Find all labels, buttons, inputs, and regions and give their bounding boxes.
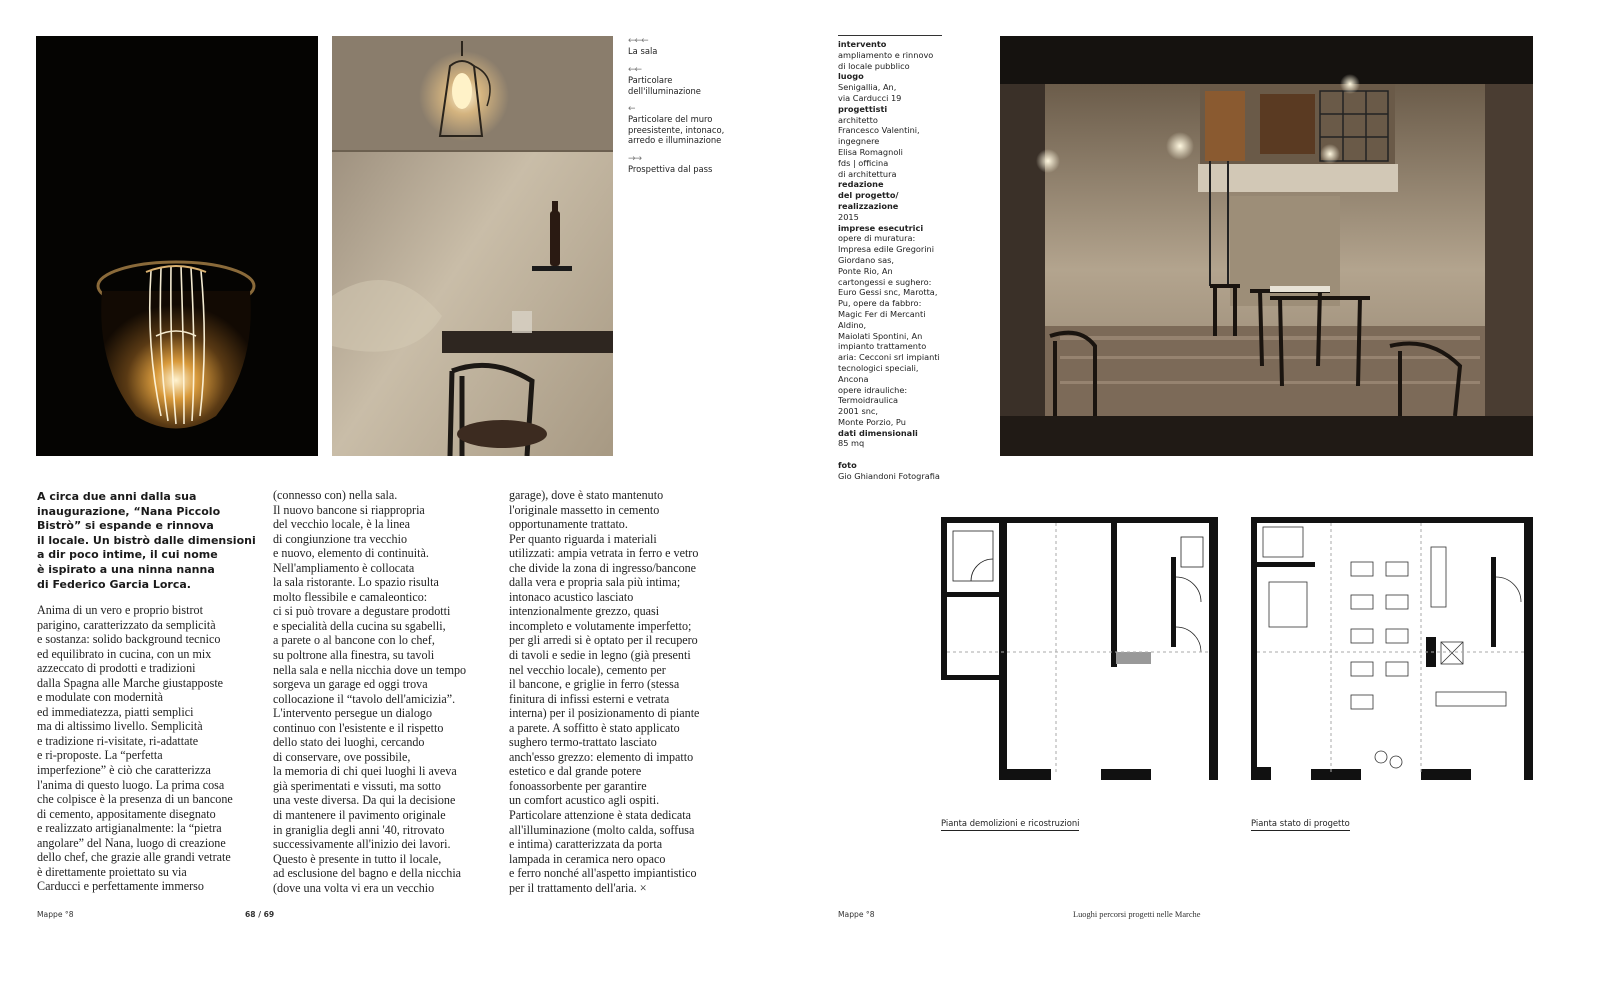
body-column-3 xyxy=(509,488,699,895)
body-line: garage), dove è stato mantenuto xyxy=(509,488,664,502)
credit-line: 85 mq xyxy=(838,438,865,449)
body-line: è direttamente proiettato su via xyxy=(37,864,187,879)
credit-line: Ponte Rio, An xyxy=(838,265,893,276)
credit-line: aria: Cecconi srl impianti xyxy=(838,352,940,363)
credit-line: foto xyxy=(838,460,857,471)
floor-plan-project xyxy=(1251,517,1533,780)
body-line: sughero termo-trattato lasciato xyxy=(509,735,657,750)
body-line: e realizzato artigianalmente: la “pietra xyxy=(37,821,222,836)
body-line: Anima di un vero e proprio bistrot xyxy=(37,603,203,617)
credit-line: opere di muratura: xyxy=(838,233,916,244)
body-line: e intima) caratterizzata da porta xyxy=(509,837,663,852)
body-line: di congiunzione tra vecchio xyxy=(273,531,407,546)
body-line: già sperimentati e vissuti, ma sotto xyxy=(273,778,441,793)
body-line: nel vecchio locale), cemento per xyxy=(509,662,666,677)
credit-line: cartongessi e sughero: xyxy=(838,276,932,287)
credit-line: Francesco Valentini, xyxy=(838,125,920,136)
lead-line: il locale. Un bistrò dalle dimensioni xyxy=(37,533,256,547)
credit-line: Gio Ghiandoni Fotografia xyxy=(838,470,940,481)
body-line: opportunamente trattato. xyxy=(509,517,628,532)
body-line: (connesso con) nella sala. xyxy=(273,488,398,502)
body-line: un comfort acustico agli ospiti. xyxy=(509,793,660,808)
folio-magazine-right: Mappe °8 xyxy=(838,910,875,919)
body-line: Questo è presente in tutto il locale, xyxy=(273,851,442,866)
body-column-2 xyxy=(273,488,466,895)
plan-caption-project: Pianta stato di progetto xyxy=(1251,818,1350,831)
body-line: ma di altissimo livello. Semplicità xyxy=(37,719,203,734)
body-line: e specialità della cucina su sgabelli, xyxy=(273,618,446,633)
credit-line: architetto xyxy=(838,114,878,125)
credit-line: Ancona xyxy=(838,373,869,384)
project-credits xyxy=(838,35,942,482)
folio-section-title: Luoghi percorsi progetti nelle Marche xyxy=(1073,910,1201,919)
body-line: e sostanza: solido background tecnico xyxy=(37,632,221,647)
body-line: interna) per il posizionamento di piante xyxy=(509,706,700,721)
credit-line: di locale pubblico xyxy=(838,60,910,71)
body-line: Carducci e perfettamente immerso xyxy=(37,879,204,894)
body-line: per il trattamento dell'aria. × xyxy=(509,880,647,895)
body-line: e ferro nonché all'aspetto impiantistico xyxy=(509,866,697,881)
credit-line: tecnologici speciali, xyxy=(838,362,919,373)
body-line: dello stato dei luoghi, cercando xyxy=(273,735,425,750)
credit-line: 2001 snc, xyxy=(838,406,878,417)
body-line: e tradizione ri-visitate, ri-adattate xyxy=(37,733,199,748)
body-line: imperfezione” è ciò che caratterizza xyxy=(37,763,211,778)
body-line: e modulate con modernità xyxy=(37,690,163,705)
photo-bulb xyxy=(36,36,318,456)
body-line: la memoria di chi quei luoghi li aveva xyxy=(273,764,457,779)
credit-line: progettisti xyxy=(838,103,888,114)
credit-line xyxy=(838,449,942,460)
body-line: dalla vera e propria sala più intima; xyxy=(509,575,681,590)
body-line: continuo con l'esistente e il rispetto xyxy=(273,720,444,735)
photo-dining-room xyxy=(1000,36,1533,456)
credit-line: dati dimensionali xyxy=(838,427,918,438)
credit-line: Impresa edile Gregorini xyxy=(838,244,934,255)
credit-line: 2015 xyxy=(838,211,859,222)
body-line: di conservare, ove possibile, xyxy=(273,749,411,764)
body-line: nella sala e nella nicchia dove un tempo xyxy=(273,662,467,677)
body-line: intonaco acustico lasciato xyxy=(509,589,634,604)
body-line: intenzionalmente grezzo, quasi xyxy=(509,604,660,619)
body-line: dalla Spagna alle Marche giustapposte xyxy=(37,675,224,690)
body-line: ed equilibrato in cucina, con un mix xyxy=(37,646,212,661)
credit-line: realizzazione xyxy=(838,200,899,211)
body-line: per gli arredi si è optato per il recupero xyxy=(509,633,698,648)
body-line: sorgeva un garage ed oggi trova xyxy=(273,677,428,692)
credit-line: opere idrauliche: xyxy=(838,384,908,395)
folio-page-numbers: 68 / 69 xyxy=(245,910,275,919)
body-line: Per quanto riguarda i materiali xyxy=(509,531,657,546)
credit-line: Elisa Romagnoli xyxy=(838,146,903,157)
photo-wall-detail xyxy=(332,36,613,456)
credit-line: Monte Porzio, Pu xyxy=(838,416,906,427)
body-line: fonoassorbente per garantire xyxy=(509,778,647,793)
credit-line: redazione xyxy=(838,179,884,190)
credit-line: ampliamento e rinnovo xyxy=(838,49,934,60)
body-line: utilizzati: ampia vetrata in ferro e vetro xyxy=(509,546,699,561)
body-line: a parete o al bancone con lo chef, xyxy=(273,633,435,648)
photo-captions xyxy=(628,36,738,182)
floor-plan-demolitions xyxy=(941,517,1218,780)
credit-line: Aldino, xyxy=(838,319,867,330)
body-line: anch'esso grezzo: elemento di impatto xyxy=(509,749,694,764)
body-line: in graniglia degli anni '40, ritrovato xyxy=(273,822,445,837)
body-line: Nell'ampliamento è collocata xyxy=(273,560,415,575)
lead-line: inaugurazione, “Nana Piccolo xyxy=(37,504,221,518)
credit-line: Magic Fer di Mercanti xyxy=(838,308,926,319)
credit-line: Euro Gessi snc, Marotta, xyxy=(838,287,938,298)
body-line: finitura di infissi esterni e vetrata xyxy=(509,691,670,706)
body-line: la sala ristorante. Lo spazio risulta xyxy=(273,575,439,590)
body-line: ad esclusione del bagno e della nicchia xyxy=(273,866,462,881)
body-line: lampada in ceramica nero opaco xyxy=(509,851,666,866)
body-line: di tavoli e sedie in legno (già presenti xyxy=(509,648,691,663)
body-line: ed immediatezza, piatti semplici xyxy=(37,704,194,719)
body-line: all'illuminazione (molto calda, soffusa xyxy=(509,822,695,837)
body-column-1 xyxy=(37,603,233,894)
credit-line: ingegnere xyxy=(838,136,880,147)
body-line: collocazione il “tavolo dell'amicizia”. xyxy=(273,691,456,706)
caption-4: →→ Prospettiva dal pass xyxy=(628,153,713,175)
body-line: successivamente all'inizio dei lavori. xyxy=(273,837,451,852)
plan-caption-demolitions: Pianta demolizioni e ricostruzioni xyxy=(941,818,1079,831)
body-line: una veste diversa. Da qui la decisione xyxy=(273,793,456,808)
lead-line: di Federico Garcia Lorca. xyxy=(37,577,191,591)
body-line: (dove una volta vi era un vecchio xyxy=(273,880,435,895)
body-line: e nuovo, elemento di continuità. xyxy=(273,546,429,561)
credit-line: di architettura xyxy=(838,168,897,179)
credit-line: luogo xyxy=(838,71,864,82)
body-line: a parete. A soffitto è stato applicato xyxy=(509,720,680,735)
credit-line: Pu, opere da fabbro: xyxy=(838,298,922,309)
credit-line: impianto trattamento xyxy=(838,341,927,352)
body-line: ci si può trovare a degustare prodotti xyxy=(273,604,451,619)
body-line: l'anima di questo luogo. La prima cosa xyxy=(37,777,225,792)
body-line: Particolare attenzione è stata dedicata xyxy=(509,808,691,823)
lead-line: è ispirato a una ninna nanna xyxy=(37,562,215,576)
body-line: il bancone, e griglie in ferro (stessa xyxy=(509,677,680,692)
caption-1: ←←← La sala xyxy=(628,36,658,57)
body-line: azzeccato di prodotti e tradizioni xyxy=(37,661,196,676)
credit-line: Giordano sas, xyxy=(838,254,895,265)
credit-line: Maiolati Spontini, An xyxy=(838,330,923,341)
body-line: del vecchio locale, è la linea xyxy=(273,517,410,532)
credit-line: imprese esecutrici xyxy=(838,222,924,233)
body-line: angolare” del Nana, luogo di creazione xyxy=(37,835,226,850)
caption-3: ← Particolare del muro preesistente, intonaco, arredo e illuminazione xyxy=(628,104,725,146)
body-line: l'originale massetto in cemento xyxy=(509,502,660,517)
body-line: dello chef, che grazie alle grandi vetrate xyxy=(37,850,231,865)
body-line: molto flessibile e camaleontico: xyxy=(273,589,428,604)
body-line: incompleto e volutamente imperfetto; xyxy=(509,618,692,633)
lead-line: Bistrò” si espande e rinnova xyxy=(37,519,214,533)
credit-line: Termoidraulica xyxy=(838,395,898,406)
body-line: estetico e dal grande potere xyxy=(509,764,642,779)
body-line: Il nuovo bancone si riappropria xyxy=(273,502,425,517)
credit-line: intervento xyxy=(838,39,887,49)
credit-line: Senigallia, An, xyxy=(838,82,897,93)
body-line: che colpisce è la presenza di un bancone xyxy=(37,792,233,807)
credit-line: fds | officina xyxy=(838,157,889,168)
lead-paragraph xyxy=(37,490,256,592)
body-line: e ri-proposte. La “perfetta xyxy=(37,748,163,763)
body-line: su poltrone alla finestra, su tavoli xyxy=(273,648,435,663)
lead-line: A circa due anni dalla sua xyxy=(37,490,197,503)
body-line: di cemento, appositamente disegnato xyxy=(37,806,216,821)
lead-line: a dir poco intime, il cui nome xyxy=(37,548,218,562)
caption-2: ←← Particolare dell'illuminazione xyxy=(628,64,701,96)
credit-line: via Carducci 19 xyxy=(838,92,902,103)
folio-magazine-left: Mappe °8 xyxy=(37,910,74,919)
body-line: che divide la zona di ingresso/bancone xyxy=(509,560,697,575)
body-line: L'intervento persegue un dialogo xyxy=(273,706,433,721)
body-line: parigino, caratterizzato da semplicità xyxy=(37,617,216,632)
credit-line: del progetto/ xyxy=(838,190,899,201)
body-line: di mantenere il pavimento originale xyxy=(273,808,446,823)
